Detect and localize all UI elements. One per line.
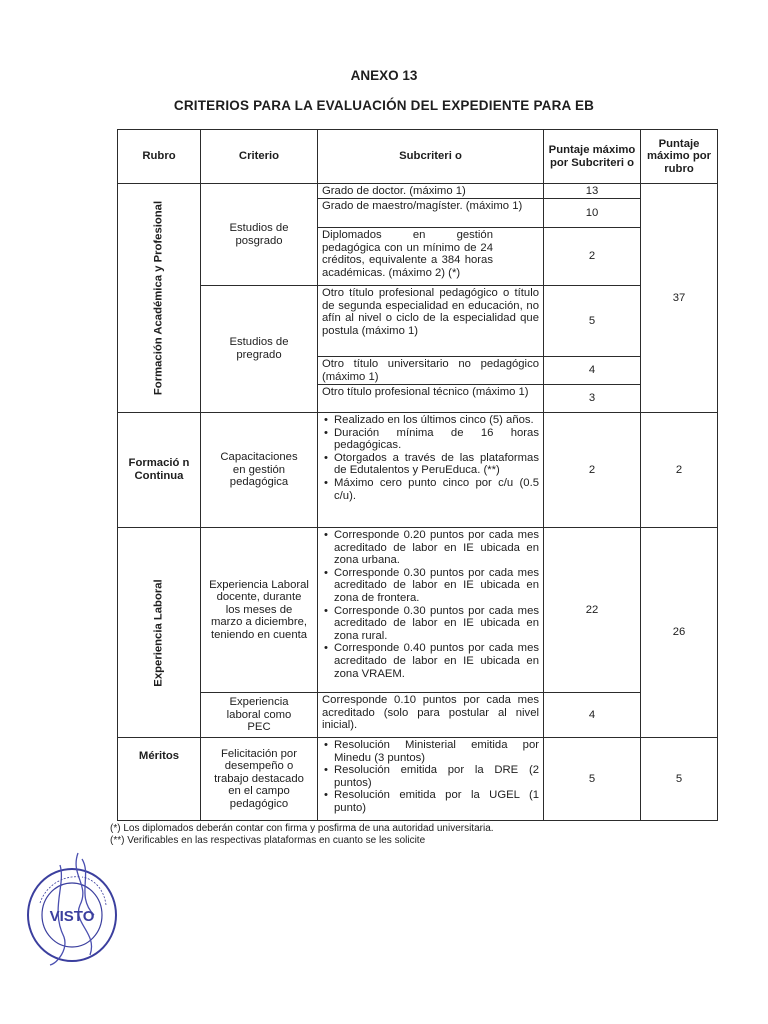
rubro-experiencia-laboral: Experiencia Laboral <box>118 528 201 738</box>
list-item: • Realizado en los últimos cinco (5) años. <box>334 414 539 427</box>
table-row <box>118 413 718 528</box>
rubro-score-experiencia: 26 <box>641 528 718 738</box>
stamp-label: VISTO <box>49 908 95 925</box>
list-item: • Corresponde 0.40 puntos por cada mes acreditado de labor en IE ubicada en zona VRAEM. <box>334 642 539 680</box>
score-maestro: 10 <box>544 199 641 228</box>
document-title: CRITERIOS PARA LA EVALUACIÓN DEL EXPEDIENTE PARA EB <box>173 98 595 113</box>
list-item: • Máximo cero punto cinco por c/u (0.5 c/u). <box>334 477 539 502</box>
rubro-formacion-continua: Formació n Continua <box>118 413 201 528</box>
sub-titulo-universitario: Otro título universitario no pedagógico (máximo 1) <box>318 357 544 385</box>
header-puntaje-subcriterio: Puntaje máximo por Subcriteri o <box>544 130 641 184</box>
score-titulo-universitario: 4 <box>544 357 641 385</box>
score-meritos: 5 <box>544 738 641 821</box>
table-row <box>118 528 718 693</box>
score-titulo-pedagogico: 5 <box>544 286 641 357</box>
criteria-table <box>117 129 718 821</box>
table-row <box>118 184 718 199</box>
score-titulo-tecnico: 3 <box>544 385 641 413</box>
score-doctor: 13 <box>544 184 641 199</box>
criterio-meritos: Felicitación por desempeño o trabajo destacado en el campo pedagógico <box>201 738 318 821</box>
sub-doctor: Grado de doctor. (máximo 1) <box>318 184 544 199</box>
score-diplomados: 2 <box>544 228 641 286</box>
score-capacitaciones: 2 <box>544 413 641 528</box>
criterio-experiencia-pec: Experiencia laboral como PEC <box>201 693 318 738</box>
sub-experiencia-docente <box>318 528 544 693</box>
list-item: • Corresponde 0.30 puntos por cada mes acreditado de labor en IE ubicada en zona rural. <box>334 605 539 643</box>
sub-titulo-pedagogico: Otro título profesional pedagógico o título de segunda especialidad en educación, no afín al nivel o ciclo de la especialidad que postula (máximo 1) <box>318 286 544 357</box>
footnote-plataformas: (**) Verificables en las respectivas plataformas en cuanto se les solicite <box>110 835 426 846</box>
header-criterio: Criterio <box>201 130 318 184</box>
list-item: • Corresponde 0.30 puntos por cada mes acreditado de labor en IE ubicada en zona de frontera. <box>334 567 539 605</box>
sub-diplomados: Diplomados en gestión pedagógica con un mínimo de 24 créditos, equivalente a 384 horas académicas. (máximo 2) (*) <box>318 228 544 286</box>
rubro-score-formacion-continua: 2 <box>641 413 718 528</box>
list-item: • Resolución emitida por la UGEL (1 punto) <box>334 789 539 814</box>
sub-meritos <box>318 738 544 821</box>
rubro-score-formacion-academica: 37 <box>641 184 718 413</box>
criterio-pregrado: Estudios de pregrado <box>201 286 318 413</box>
header-puntaje-rubro: Puntaje máximo por rubro <box>641 130 718 184</box>
rubro-score-meritos: 5 <box>641 738 718 821</box>
score-experiencia-pec: 4 <box>544 693 641 738</box>
sub-experiencia-pec: Corresponde 0.10 puntos por cada mes acreditado (solo para postular al nivel inicial). <box>318 693 544 738</box>
table-header-row <box>118 130 718 184</box>
table-row <box>118 286 718 357</box>
list-item: • Corresponde 0.20 puntos por cada mes acreditado de labor en IE ubicada en zona urbana. <box>334 529 539 567</box>
criterio-posgrado: Estudios de posgrado <box>201 184 318 286</box>
visto-stamp-icon <box>20 845 125 970</box>
annex-title: ANEXO 13 <box>350 68 418 83</box>
table-row <box>118 738 718 821</box>
list-item: • Duración mínima de 16 horas pedagógicas. <box>334 427 539 452</box>
criterio-experiencia-docente: Experiencia Laboral docente, durante los meses de marzo a diciembre, teniendo en cuenta <box>201 528 318 693</box>
header-rubro: Rubro <box>118 130 201 184</box>
list-item: • Resolución Ministerial emitida por Minedu (3 puntos) <box>334 739 539 764</box>
list-item: • Otorgados a través de las plataformas de Edutalentos y PeruEduca. (**) <box>334 452 539 477</box>
table-row <box>118 693 718 738</box>
rubro-formacion-academica: Formación Académica y Profesional <box>118 184 201 413</box>
list-item: • Resolución emitida por la DRE (2 puntos) <box>334 764 539 789</box>
sub-maestro: Grado de maestro/magíster. (máximo 1) <box>318 199 544 228</box>
header-subcriterio: Subcriteri o <box>318 130 544 184</box>
rubro-meritos: Méritos <box>118 738 201 821</box>
sub-titulo-tecnico: Otro título profesional técnico (máximo 1) <box>318 385 544 413</box>
score-experiencia-docente: 22 <box>544 528 641 693</box>
sub-capacitaciones <box>318 413 544 528</box>
footnotes <box>110 823 494 847</box>
criterio-capacitaciones: Capacitaciones en gestión pedagógica <box>201 413 318 528</box>
footnote-diplomados: (*) Los diplomados deberán contar con firma y posfirma de una autoridad universitaria. <box>110 823 494 834</box>
